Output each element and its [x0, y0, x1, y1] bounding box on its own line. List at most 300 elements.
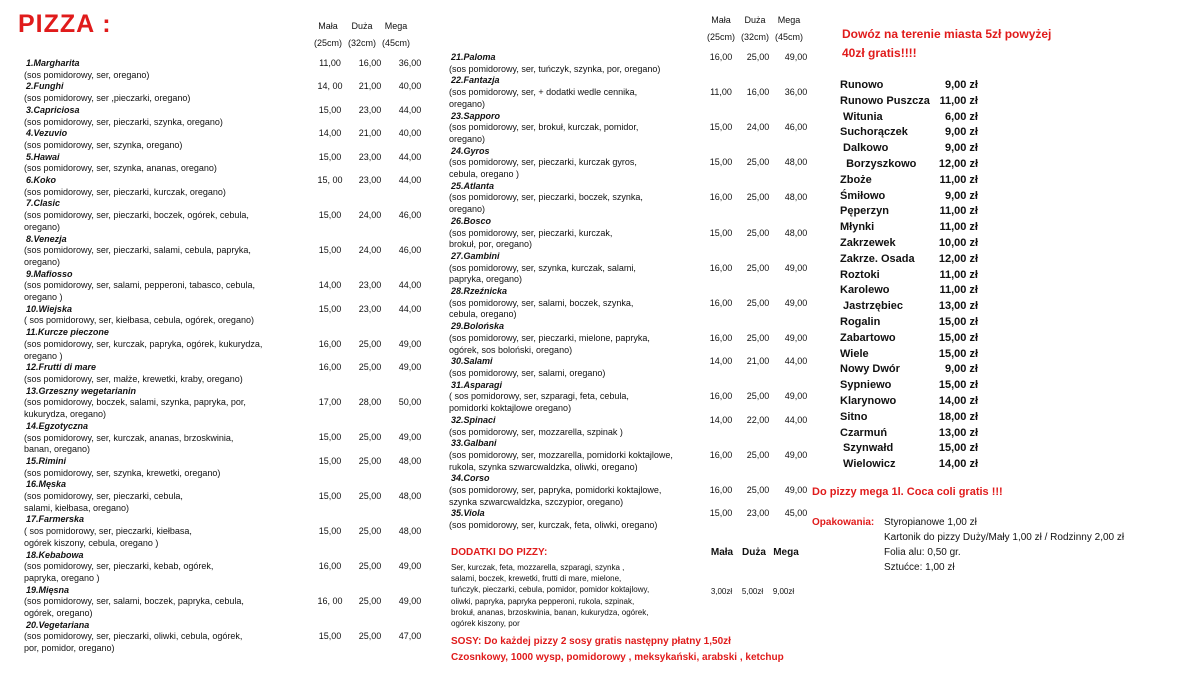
price-small: 14, 00 — [317, 81, 343, 92]
pizza-name: 22.Fantazja — [451, 75, 500, 86]
pizza-ingredients: (sos pomidorowy, ser, tuńczyk, szynka, por, oregano) — [449, 63, 661, 74]
price-small: 16,00 — [318, 338, 342, 349]
price-large: 23,00 — [358, 151, 382, 162]
pizza-item — [449, 321, 809, 356]
town-row — [840, 394, 978, 410]
town-price: 11,00 zł — [939, 284, 978, 297]
pizza-prices — [703, 391, 815, 403]
price-large: 25,00 — [358, 526, 382, 537]
town-row — [840, 299, 978, 315]
pizza-item — [449, 356, 809, 379]
town-name: Zakrzewek — [840, 236, 896, 249]
price-mega: 49,00 — [784, 485, 808, 495]
price-small: 16,00 — [709, 449, 733, 460]
pizza-ingredients: (sos pomidorowy, ser, oregano) — [24, 69, 150, 80]
pizza-item — [449, 111, 809, 146]
price-mega: 44,00 — [784, 356, 808, 367]
pizza-name: 26.Bosco — [451, 215, 492, 226]
town-price: 15,00 zł — [938, 315, 978, 328]
price-mega: 49,00 — [784, 297, 808, 308]
pizza-item — [24, 175, 424, 198]
packaging-line-2: Kartonik do pizzy Duży/Mały 1,00 zł / Rodzinny 2,00 zł — [884, 532, 1125, 543]
price-large: 22,00 — [746, 414, 770, 425]
town-price: 9,00 zł — [944, 142, 978, 155]
pizza-name: 13.Grzeszny wegetarianin — [26, 385, 137, 396]
pizza-prices — [310, 631, 430, 643]
pizza-prices — [703, 192, 815, 204]
pizza-ingredients: cebula, oregano) — [449, 309, 517, 320]
pizza-ingredients: (sos pomidorowy, ser, pieczarki, kebab, ogórek, — [24, 561, 214, 572]
price-large: 25,00 — [746, 485, 770, 495]
town-row — [840, 157, 978, 173]
pizza-ingredients: (sos pomidorowy, ser, brokuł, kurczak, pomidor, — [449, 122, 639, 133]
pizza-prices — [310, 339, 430, 351]
price-mega: 49,00 — [398, 561, 422, 572]
price-mega: 46,00 — [784, 122, 808, 133]
pizza-ingredients: ( sos pomidorowy, ser, szparagi, feta, cebula, — [449, 391, 629, 402]
price-small: 15,00 — [318, 245, 342, 256]
pizza-prices — [703, 485, 815, 497]
pizza-ingredients: ogórek kiszony, cebula, oregano ) — [24, 537, 159, 548]
pizza-ingredients: pomidorki koktajlowe oregano) — [449, 403, 572, 414]
price-small: 11,00 — [319, 58, 341, 68]
packaging-label: Opakowania: — [812, 517, 875, 528]
town-price: 9,00 zł — [944, 189, 978, 202]
pizza-item — [449, 181, 809, 216]
town-price: 11,00 zł — [939, 221, 978, 234]
town-price: 14,00 zł — [938, 458, 978, 471]
town-price: 13,00 zł — [938, 300, 978, 313]
pizza-name: 17.Farmerska — [26, 514, 85, 525]
town-name: Śmiłowo — [840, 189, 886, 202]
pizza-prices — [310, 362, 430, 374]
pizza-ingredients: (sos pomidorowy, ser ,pieczarki, oregano) — [24, 93, 191, 104]
pizza-prices — [310, 245, 430, 257]
town-row — [840, 362, 978, 378]
pizza-item — [449, 415, 809, 438]
pizza-item — [24, 304, 424, 327]
town-row — [840, 378, 978, 394]
pizza-ingredients: (sos pomidorowy, ser, salami, oregano) — [449, 367, 606, 378]
pizza-ingredients: oregano) — [449, 98, 486, 109]
pizza-ingredients: (sos pomidorowy, ser, kurczak, ananas, brzoskwinia, — [24, 432, 234, 443]
town-row — [840, 204, 978, 220]
price-small: 17,00 — [318, 397, 342, 408]
pizza-name: 32.Spinaci — [451, 414, 496, 425]
addons-title: DODATKI DO PIZZY: — [451, 547, 548, 558]
price-small: 16,00 — [709, 297, 733, 308]
town-row — [840, 268, 978, 284]
price-large: 25,00 — [746, 227, 770, 238]
pizza-prices — [703, 333, 815, 345]
pizza-ingredients: (sos pomidorowy, ser, szynka, kurczak, salami, — [449, 262, 636, 273]
town-row — [840, 410, 978, 426]
price-large: 25,00 — [358, 362, 382, 373]
pizza-ingredients: ogórek, oregano) — [24, 608, 93, 619]
pizza-item — [24, 585, 424, 620]
price-large: 21,00 — [746, 356, 770, 367]
pizza-name: 10.Wiejska — [26, 303, 72, 314]
town-name: Młynki — [840, 221, 875, 234]
town-name: Runowo Puszcza — [840, 94, 930, 107]
price-small: 14,00 — [709, 414, 733, 425]
pizza-name: 16.Męska — [26, 479, 67, 490]
pizza-ingredients: oregano) — [449, 133, 486, 144]
addons-header-mega: Mega — [773, 547, 799, 558]
price-small: 16,00 — [709, 485, 733, 495]
pizza-prices — [703, 52, 815, 64]
pizza-name: 27.Gambini — [451, 250, 500, 261]
pizza-item — [449, 286, 809, 321]
header-small: Mała — [711, 15, 731, 25]
town-name: Runowo — [840, 79, 884, 91]
size-header-right — [704, 12, 806, 46]
town-price: 9,00 zł — [944, 126, 978, 139]
pizza-item — [24, 105, 424, 128]
size-header-left — [311, 18, 413, 52]
price-mega: 48,00 — [398, 526, 422, 537]
town-name: Szynwałd — [840, 442, 894, 455]
town-price: 15,00 zł — [938, 347, 978, 360]
price-small: 16,00 — [318, 561, 342, 572]
price-large: 24,00 — [358, 245, 382, 256]
pizza-ingredients: (sos pomidorowy, ser, szynka, krewetki, oregano) — [24, 467, 221, 478]
town-price: 10,00 zł — [938, 236, 978, 249]
pizza-ingredients: salami, kiełbasa, oregano) — [24, 502, 130, 513]
pizza-name: 2.Funghi — [26, 81, 64, 92]
pizza-item — [449, 216, 809, 251]
price-small: 15,00 — [709, 227, 733, 238]
pizza-name: 12.Frutti di mare — [26, 362, 97, 373]
price-small: 16,00 — [709, 192, 733, 203]
addons-price-large: 5,00zł — [741, 587, 764, 596]
price-large: 25,00 — [358, 596, 382, 607]
pizza-item — [24, 421, 424, 456]
town-price: 11,00 zł — [939, 173, 978, 186]
pizza-prices — [310, 280, 430, 292]
price-small: 15,00 — [318, 631, 342, 642]
price-mega: 49,00 — [398, 338, 422, 349]
town-name: Roztoki — [840, 268, 880, 281]
pizza-ingredients: oregano ) — [24, 350, 63, 361]
price-mega: 48,00 — [398, 455, 422, 466]
price-large: 21,00 — [358, 128, 382, 139]
price-large: 25,00 — [746, 449, 770, 460]
pizza-list-right — [449, 52, 809, 532]
pizza-prices — [310, 456, 430, 468]
packaging-line-4: Sztućce: 1,00 zł — [884, 562, 955, 573]
pizza-item — [24, 269, 424, 304]
town-name: Pęperzyn — [840, 205, 889, 218]
price-mega: 49,00 — [784, 262, 808, 273]
pizza-prices — [703, 415, 815, 427]
sauces-free-note: SOSY: Do każdej pizzy 2 sosy gratis następny płatny 1,50zł — [451, 636, 731, 647]
town-row — [840, 125, 978, 141]
price-large: 16,00 — [358, 58, 382, 68]
price-large: 25,00 — [746, 52, 770, 62]
pizza-item — [24, 514, 424, 549]
town-name: Dalkowo — [840, 142, 889, 155]
pizza-ingredients: (sos pomidorowy, ser, kurczak, feta, oliwki, oregano) — [449, 520, 658, 531]
price-mega: 49,00 — [398, 362, 422, 373]
town-row — [840, 347, 978, 363]
pizza-prices — [703, 87, 815, 99]
town-row — [840, 110, 978, 126]
pizza-ingredients: (sos pomidorowy, ser, pieczarki, kurczak, — [449, 227, 613, 238]
price-large: 25,00 — [746, 262, 770, 273]
pizza-item — [24, 362, 424, 385]
town-price: 12,00 zł — [938, 157, 978, 170]
pizza-ingredients: szynka szwarcwaldzka, szczypior, oregano) — [449, 496, 624, 507]
price-large: 23,00 — [358, 280, 382, 291]
pizza-ingredients: ( sos pomidorowy, ser, pieczarki, kiełbasa, — [24, 526, 192, 537]
price-small: 15,00 — [318, 526, 342, 537]
town-name: Zboże — [840, 173, 872, 186]
price-mega: 40,00 — [398, 81, 422, 92]
pizza-name: 24.Gyros — [451, 145, 490, 156]
delivery-towns-list — [840, 78, 978, 473]
pizza-name: 5.Hawai — [26, 151, 60, 162]
pizza-prices — [310, 596, 430, 608]
town-row — [840, 236, 978, 252]
town-price: 12,00 zł — [938, 252, 978, 265]
header-large: Duża — [351, 21, 373, 31]
pizza-name: 8.Venezja — [26, 233, 67, 244]
price-large: 23,00 — [358, 303, 382, 314]
price-large: 28,00 — [358, 397, 382, 408]
town-name: Nowy Dwór — [840, 363, 900, 376]
pizza-prices — [703, 298, 815, 310]
town-name: Zakrze. Osada — [840, 252, 915, 265]
pizza-prices — [310, 105, 430, 117]
header-small-cm: (25cm) — [313, 38, 342, 48]
pizza-ingredients: (sos pomidorowy, ser, salami, pepperoni, tabasco, cebula, — [24, 280, 255, 291]
pizza-ingredients: brokuł, por, oregano) — [449, 239, 533, 250]
header-mega-cm: (45cm) — [774, 32, 803, 42]
pizza-prices — [703, 450, 815, 462]
pizza-ingredients: oregano) — [24, 256, 61, 267]
price-mega: 49,00 — [784, 391, 808, 402]
pizza-name: 1.Margharita — [26, 58, 80, 68]
pizza-prices — [310, 561, 430, 573]
pizza-ingredients: (sos pomidorowy, ser, pieczarki, boczek, szynka, — [449, 192, 643, 203]
pizza-name: 34.Corso — [451, 473, 490, 484]
town-name: Rogalin — [840, 315, 881, 328]
town-name: Suchorączek — [840, 126, 908, 139]
addons-line: ogórek kiszony, por — [451, 619, 520, 629]
price-mega: 44,00 — [398, 151, 422, 162]
pizza-item — [449, 473, 809, 508]
town-name: Zabartowo — [840, 331, 896, 344]
pizza-prices — [703, 356, 815, 368]
price-mega: 45,00 — [784, 508, 808, 519]
packaging-line-3: Folia alu: 0,50 gr. — [884, 547, 961, 558]
town-price: 9,00 zł — [944, 363, 978, 376]
price-small: 14,00 — [318, 280, 342, 291]
pizza-prices — [703, 508, 815, 520]
price-mega: 40,00 — [398, 128, 422, 139]
pizza-item — [24, 550, 424, 585]
pizza-prices — [310, 81, 430, 93]
town-row — [840, 189, 978, 205]
price-large: 16,00 — [746, 87, 770, 98]
delivery-line-2: 40zł gratis!!!! — [842, 46, 917, 60]
price-mega: 44,00 — [784, 414, 808, 425]
pizza-ingredients: (sos pomidorowy, ser, mozzarella, szpinak ) — [449, 426, 623, 437]
town-name: Wiele — [840, 347, 869, 360]
price-mega: 48,00 — [398, 491, 422, 501]
pizza-name: 15.Rimini — [26, 455, 67, 466]
addons-list — [451, 562, 701, 629]
price-mega: 49,00 — [398, 596, 422, 607]
price-large: 25,00 — [358, 561, 382, 572]
price-mega: 44,00 — [398, 175, 422, 186]
pizza-ingredients: ogórek, sos boloński, oregano) — [449, 344, 573, 355]
price-small: 11,00 — [710, 87, 732, 98]
pizza-ingredients: (sos pomidorowy, ser, małże, krewetki, kraby, oregano) — [24, 373, 243, 384]
addons-line: brokuł, ananas, brzoskwinia, banan, kukurydza, ogórek, — [451, 607, 649, 617]
town-row — [840, 426, 978, 442]
menu-title: PIZZA : — [18, 10, 112, 38]
price-mega: 46,00 — [398, 245, 422, 256]
pizza-ingredients: (sos pomidorowy, ser, + dodatki wedle cennika, — [449, 87, 638, 98]
pizza-ingredients: (sos pomidorowy, ser, szynka, ananas, oregano) — [24, 163, 217, 174]
pizza-name: 33.Galbani — [451, 438, 497, 449]
header-large: Duża — [744, 15, 766, 25]
header-large-cm: (32cm) — [740, 32, 769, 42]
town-price: 14,00 zł — [938, 394, 978, 407]
town-row — [840, 173, 978, 189]
price-large: 25,00 — [746, 391, 770, 402]
pizza-item — [449, 251, 809, 286]
price-mega: 46,00 — [398, 210, 422, 221]
addons-line: Ser, kurczak, feta, mozzarella, szparagi, szynka , — [451, 563, 625, 572]
pizza-item — [24, 327, 424, 362]
price-small: 16,00 — [709, 262, 733, 273]
pizza-item — [449, 52, 809, 75]
addons-header-small: Mała — [710, 547, 734, 558]
price-small: 15,00 — [318, 104, 342, 115]
pizza-ingredients: cebula, oregano ) — [449, 169, 520, 180]
price-large: 25,00 — [358, 455, 382, 466]
price-large: 25,00 — [358, 432, 382, 443]
addons-header-large: Duża — [742, 547, 766, 558]
pizza-ingredients: rukola, szynka szwarcwaldzka, oliwki, oregano) — [449, 461, 638, 472]
pizza-ingredients: ( sos pomidorowy, ser, kiełbasa, cebula, ogórek, oregano) — [24, 315, 254, 326]
pizza-ingredients: (sos pomidorowy, ser, szynka, oregano) — [24, 139, 183, 150]
header-mega: Mega — [384, 21, 408, 31]
town-row — [840, 220, 978, 236]
pizza-ingredients: (sos pomidorowy, ser, pieczarki, oliwki, cebula, ogórek, — [24, 631, 243, 642]
pizza-item — [449, 438, 809, 473]
price-small: 15,00 — [318, 151, 342, 162]
pizza-item — [24, 620, 424, 655]
pizza-prices — [703, 263, 815, 275]
pizza-item — [24, 128, 424, 151]
town-price: 18,00 zł — [938, 410, 978, 423]
packaging-line-1: Styropianowe 1,00 zł — [884, 517, 977, 528]
price-small: 14,00 — [709, 356, 733, 367]
price-mega: 44,00 — [398, 280, 422, 291]
addons-line: tuńczyk, pieczarki, cebula, pomidor, pomidor koktajlowy, — [451, 585, 650, 595]
pizza-item — [449, 146, 809, 181]
pizza-name: 23.Sapporo — [451, 110, 501, 121]
pizza-item — [24, 58, 424, 81]
pizza-ingredients: (sos pomidorowy, ser, mozzarella, pomidorki koktajlowe, — [449, 449, 673, 460]
pizza-ingredients: (sos pomidorowy, ser, pieczarki, kurczak gyros, — [449, 157, 637, 168]
sauces-list: Czosnkowy, 1000 wysp, pomidorowy , meksykański, arabski , ketchup — [451, 652, 784, 663]
price-small: 15, 00 — [317, 175, 343, 186]
price-mega: 48,00 — [784, 157, 808, 168]
price-large: 23,00 — [358, 104, 382, 115]
town-price: 11,00 zł — [939, 205, 978, 218]
town-row — [840, 331, 978, 347]
price-small: 16,00 — [318, 362, 342, 373]
pizza-name: 3.Capriciosa — [26, 104, 80, 115]
pizza-ingredients: por, pomidor, oregano) — [24, 643, 115, 654]
header-mega-cm: (45cm) — [381, 38, 410, 48]
pizza-ingredients: (sos pomidorowy, ser, pieczarki, salami, cebula, papryka, — [24, 245, 251, 256]
addons-price-mega: 9,00zł — [772, 587, 795, 596]
town-name: Borzyszkowo — [840, 157, 917, 170]
pizza-prices — [703, 228, 815, 240]
town-price: 9,00 zł — [944, 79, 978, 91]
pizza-prices — [310, 491, 430, 503]
price-mega: 36,00 — [398, 58, 422, 68]
price-large: 25,00 — [746, 297, 770, 308]
pizza-name: 21.Paloma — [451, 52, 496, 62]
pizza-ingredients: (sos pomidorowy, ser, pieczarki, boczek, ogórek, cebula, — [24, 210, 249, 221]
pizza-name: 28.Rzeźnicka — [451, 286, 508, 297]
town-price: 6,00 zł — [944, 110, 978, 123]
town-row — [840, 441, 978, 457]
price-large: 25,00 — [746, 192, 770, 203]
delivery-info — [842, 25, 1051, 63]
addons-price-small: 3,00zł — [710, 587, 733, 596]
pizza-ingredients: banan, oregano) — [24, 444, 91, 455]
pizza-prices — [310, 58, 430, 70]
town-price: 11,00 zł — [939, 268, 978, 281]
pizza-item — [449, 75, 809, 110]
pizza-prices — [310, 152, 430, 164]
price-mega: 44,00 — [398, 104, 422, 115]
price-small: 15,00 — [318, 210, 342, 221]
town-row — [840, 457, 978, 473]
price-large: 25,00 — [358, 631, 382, 642]
town-name: Karolewo — [840, 284, 890, 297]
pizza-item — [24, 81, 424, 104]
town-price: 13,00 zł — [938, 426, 978, 439]
pizza-prices — [310, 210, 430, 222]
pizza-prices — [310, 128, 430, 140]
pizza-item — [24, 479, 424, 514]
pizza-ingredients: kukurydza, oregano) — [24, 409, 107, 420]
town-name: Sypniewo — [840, 379, 892, 392]
price-small: 15,00 — [318, 455, 342, 466]
price-mega: 48,00 — [784, 192, 808, 203]
pizza-ingredients: oregano) — [449, 204, 486, 215]
pizza-name: 20.Vegetariana — [26, 619, 90, 630]
price-large: 25,00 — [358, 338, 382, 349]
header-large-cm: (32cm) — [347, 38, 376, 48]
town-name: Sitno — [840, 410, 868, 423]
pizza-ingredients: (sos pomidorowy, ser, pieczarki, mielone, papryka, — [449, 332, 650, 343]
pizza-name: 35.Viola — [451, 508, 485, 519]
town-price: 15,00 zł — [938, 331, 978, 344]
pizza-name: 18.Kebabowa — [26, 549, 84, 560]
addons-line: oliwki, papryka, papryka pepperoni, rukola, szpinak, — [451, 596, 635, 606]
pizza-name: 19.Mięsna — [26, 584, 70, 595]
